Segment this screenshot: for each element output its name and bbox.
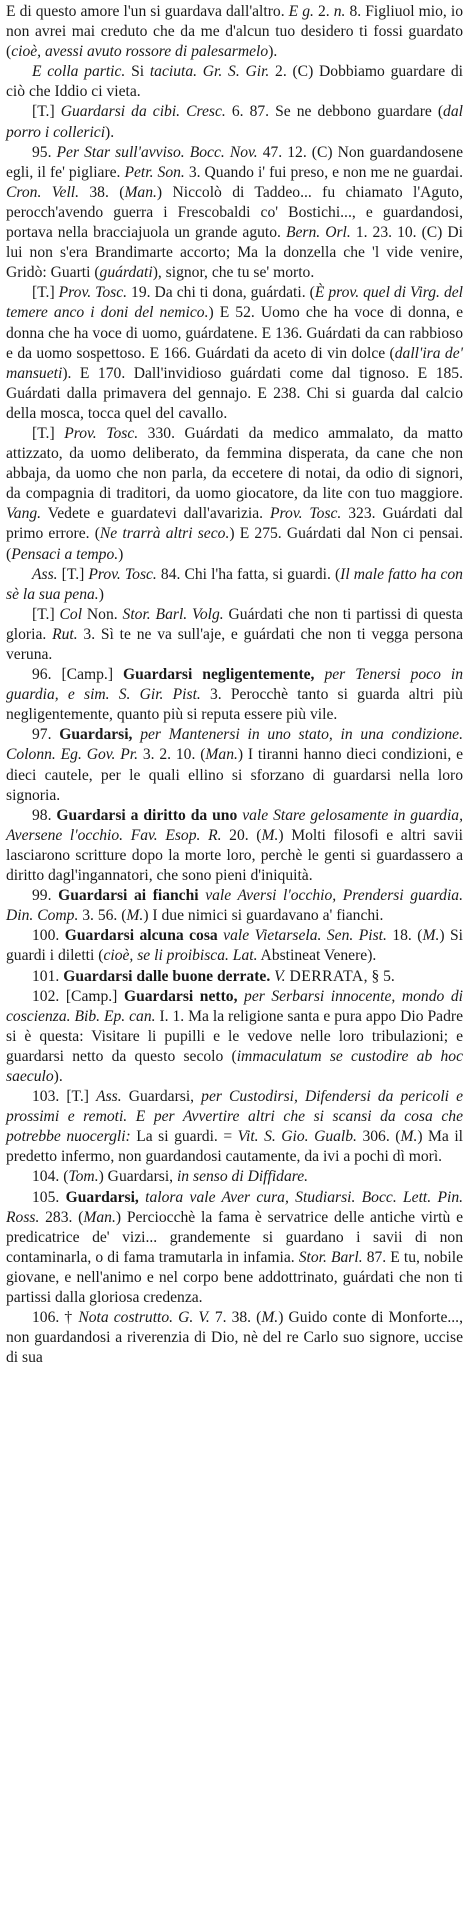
text-run: 106. † bbox=[32, 1309, 79, 1327]
italic-text: Stor. Barl. Volg. bbox=[122, 605, 224, 623]
entry-paragraph bbox=[6, 665, 463, 725]
italic-text: Rut. bbox=[52, 625, 78, 643]
italic-text: dall'ira de' mansueti bbox=[6, 344, 463, 382]
text-run: [T.] bbox=[57, 565, 89, 583]
text-run: La si guardi. = bbox=[130, 1128, 238, 1146]
italic-text: per Mantenersi in uno stato, in una condizione. Colonn. Eg. Gov. Pr. bbox=[6, 726, 463, 764]
italic-text: E colla partic. bbox=[32, 63, 126, 81]
text-run: Non. bbox=[82, 605, 123, 623]
text-run: 19. Da chi ti dona, guárdati. ( bbox=[127, 284, 315, 302]
headword: Guardarsi, bbox=[65, 1188, 139, 1206]
text-run: [T.] bbox=[32, 103, 61, 121]
italic-text: vale Vietarsela. Sen. Pist. bbox=[223, 927, 387, 945]
italic-text: Per Star sull'avviso. Bocc. Nov. bbox=[56, 143, 258, 161]
italic-text: Pensaci a tempo. bbox=[11, 545, 119, 563]
italic-text: dal porro i collerici bbox=[6, 103, 463, 141]
text-run: ) Niccolò di Taddeo... fu chiamato l'Aguto, perocch'avendo guerra i Frescobaldi co' Bostichi..., e guardandosi, portava nella bracciajuola un grande aguto. bbox=[6, 183, 464, 242]
text-run: 8. Figliuol mio, io non avrei mai creduto che da me d'alcun tuo desidero ti fossi guardato ( bbox=[6, 3, 464, 61]
small-caps-ref: DERRATA bbox=[289, 967, 364, 985]
italic-text: vale Aversi l'occhio, Prendersi guardia. Din. Comp. bbox=[6, 887, 463, 925]
entry-paragraph bbox=[6, 967, 463, 987]
text-run: 20. ( bbox=[221, 826, 262, 844]
italic-text: Prov. Tosc. bbox=[58, 284, 128, 302]
text-run: ), signor, che tu se' morto. bbox=[152, 264, 315, 282]
text-run bbox=[314, 666, 324, 683]
text-run: 2. bbox=[313, 3, 334, 20]
italic-text: Stor. Barl. bbox=[298, 1248, 363, 1266]
italic-text: cioè, se li proibisca. Lat. bbox=[103, 947, 258, 965]
italic-text: Prov. Tosc. bbox=[64, 424, 139, 442]
text-run: 84. Chi l'ha fatta, si guardi. ( bbox=[156, 565, 341, 583]
text-run: ) E 275. Guárdati dal Non ci pensai. ( bbox=[6, 525, 463, 563]
italic-text: Vit. S. Gio. Gualb. bbox=[237, 1128, 357, 1146]
italic-text: cioè, avessi avuto rossore di palesarmelo bbox=[11, 43, 269, 61]
italic-text: M. bbox=[422, 927, 440, 945]
entry-paragraph bbox=[6, 987, 463, 1087]
text-run: I. 1. Ma la religione santa e pura appo Dio Padre si è questa: Visitare li pupilli e le vedove nelle loro tribulazioni; e guardarsi netto da questo secolo ( bbox=[6, 1007, 463, 1065]
entry-paragraph bbox=[6, 1308, 463, 1368]
text-run: ) Perciocchè la fama è servatrice delle antiche virtù e predicatrice de' vizi... grandemente si guardano i savii di non contaminarla, o di fama tramutarla in infamia. bbox=[6, 1208, 463, 1266]
text-run: 2. (C) Dobbiamo guardare di ciò che Iddio ci vieta. bbox=[6, 63, 463, 101]
text-run: ). bbox=[105, 123, 115, 141]
italic-text: Ne trarrà altri seco. bbox=[99, 525, 230, 543]
italic-text: Bern. Orl. bbox=[285, 224, 351, 242]
text-run: 95. bbox=[32, 143, 57, 161]
italic-text: per Serbarsi innocente, mondo di coscienza. Bib. Ep. can. bbox=[6, 987, 463, 1025]
italic-text: Gr. S. Gir. bbox=[202, 63, 270, 81]
text-run: , § 5. bbox=[363, 967, 395, 985]
text-run: [T.] bbox=[32, 424, 65, 442]
text-run: 100. bbox=[32, 927, 65, 945]
italic-text: Prov. Tosc. bbox=[88, 565, 157, 583]
entry-paragraph bbox=[6, 1167, 463, 1187]
text-run: 101. bbox=[32, 967, 64, 985]
entry-paragraph bbox=[6, 102, 463, 142]
text-run: 323. Guárdati dal primo errore. ( bbox=[6, 505, 464, 543]
text-run: ) E 52. Uomo che ha voce di donna, e donna che ha voce di uomo, guárdatene. E 136. Guárdati da can rabbioso e da uomo sospettoso. E 166. Guárdati da aceto di vin dolce ( bbox=[6, 304, 463, 362]
text-run: 7. 38. ( bbox=[209, 1309, 262, 1327]
text-run: Vedete e guardatevi dall'avarizia. bbox=[41, 505, 271, 523]
italic-text: immaculatum se custodire ab hoc saeculo bbox=[6, 1047, 464, 1085]
italic-text: V. bbox=[274, 967, 286, 985]
entry-paragraph bbox=[6, 725, 463, 805]
italic-text: Man. bbox=[205, 746, 238, 764]
italic-text: M. bbox=[400, 1128, 418, 1146]
entry-paragraph bbox=[6, 565, 463, 605]
text-run: 99. bbox=[32, 887, 59, 905]
text-run: 3. Perocchè tanto si guarda altri più negligentemente, quanto più si reputa essere più vile. bbox=[6, 686, 463, 724]
italic-text: Il male fatto ha con sè la sua pena. bbox=[6, 565, 463, 603]
entry-paragraph bbox=[6, 1087, 463, 1167]
italic-text: Nota costrutto. G. V. bbox=[78, 1309, 210, 1327]
text-run: 306. ( bbox=[356, 1128, 401, 1146]
italic-text: vale Stare gelosamente in guardia, Aversene l'occhio. Fav. Esop. R. bbox=[6, 806, 464, 844]
text-run: ) bbox=[118, 545, 124, 563]
text-run: 47. 12. (C) Non guardandosene egli, il fe' pigliare. bbox=[6, 143, 463, 181]
headword: Guardarsi a diritto da uno bbox=[56, 806, 238, 824]
italic-text: M. bbox=[261, 1309, 279, 1327]
italic-text: M. bbox=[126, 907, 144, 925]
entry-paragraph bbox=[6, 605, 463, 665]
entry-paragraph bbox=[6, 1188, 463, 1309]
headword: Guardarsi netto, bbox=[123, 987, 238, 1005]
text-run: ) I tiranni hanno dieci condizioni, e dieci cautele, per le quali ellino si sforzano di guardarsi nella loro signoria. bbox=[6, 746, 464, 804]
italic-text: guárdati bbox=[99, 264, 153, 282]
text-run: 102. [Camp.] bbox=[32, 987, 124, 1005]
italic-text: talora vale Aver cura, Studiarsi. Bocc. Lett. Pin. Ross. bbox=[6, 1188, 464, 1226]
text-run: 104. ( bbox=[32, 1168, 69, 1186]
text-run: 3. 56. ( bbox=[78, 907, 127, 925]
text-run: ). E 170. Dall'invidioso guárdati come dal tignoso. E 185. Guárdati dalla primavera del gennajo. E 238. Chi si guarda dal calcio della mosca, tocca quel del cavallo. bbox=[6, 364, 463, 422]
italic-text: n. bbox=[333, 3, 346, 20]
text-run: [T.] bbox=[32, 605, 60, 623]
text-run: 330. Guárdati da medico ammalato, da matto attizzato, da uomo deliberato, da femmina disperata, da cane che non abbaja, da uomo che non parla, da eccetere di notai, da odio di signori, da compagnia di traditori, da uomo giocatore, da lite con tuo maggiore. bbox=[6, 424, 463, 503]
entry-paragraph bbox=[6, 806, 463, 886]
italic-text: E g. bbox=[288, 3, 314, 20]
text-run: E di questo amore l'un si guardava dall'altro. bbox=[6, 3, 289, 20]
italic-text: Prov. Tosc. bbox=[270, 505, 342, 523]
text-run: Abstineat Venere). bbox=[257, 947, 377, 965]
headword: Guardarsi, bbox=[59, 726, 133, 744]
italic-text: per Custodirsi, Difendersi da pericoli e prossimi e remoti. E per Avvertire altri che si scansi da cosa che potrebbe nuocergli: bbox=[6, 1088, 463, 1146]
italic-text: Guardarsi da cibi. Cresc. bbox=[60, 103, 226, 121]
italic-text: È prov. quel di Virg. del temere anco i doni del nemico. bbox=[6, 284, 463, 322]
italic-text: Vang. bbox=[6, 505, 42, 523]
text-run: 6. 87. Se ne debbono guardare ( bbox=[225, 103, 444, 121]
text-run: ) Si guardi i diletti ( bbox=[6, 927, 464, 965]
text-run: ) Guido conte di Monforte..., non guardandosi a riverenzia di Dio, nè del re Carlo suo signore, uccise di sua bbox=[6, 1309, 463, 1367]
text-run: Guárdati che non ti partissi di questa gloria. bbox=[6, 605, 463, 643]
entry-paragraph bbox=[6, 424, 463, 565]
entry-paragraph bbox=[6, 283, 463, 424]
text-run: 3. 2. 10. ( bbox=[138, 746, 206, 764]
italic-text: taciuta. bbox=[149, 63, 198, 81]
italic-text: M. bbox=[261, 826, 279, 844]
italic-text: Tom. bbox=[68, 1168, 99, 1186]
headword: Guardarsi dalle buone derrate. bbox=[63, 967, 271, 985]
text-run: 3. Sì te ne va sull'aje, e guárdati che non ti vegga persona veruna. bbox=[6, 625, 464, 663]
text-run: 18. ( bbox=[386, 927, 423, 945]
text-run: ) bbox=[98, 585, 104, 603]
headword: Guardarsi alcuna cosa bbox=[64, 927, 218, 945]
italic-text: Cron. Vell. bbox=[6, 183, 80, 201]
text-run: ). bbox=[268, 43, 278, 61]
text-run: 103. [T.] bbox=[32, 1088, 97, 1106]
text-run: Guardarsi, bbox=[121, 1088, 202, 1106]
text-run: 105. bbox=[32, 1188, 66, 1206]
italic-text: Man. bbox=[124, 183, 157, 201]
text-run: [T.] bbox=[32, 284, 59, 302]
entry-paragraph bbox=[6, 926, 463, 966]
text-run: ) Guardarsi, bbox=[98, 1168, 177, 1186]
text-run: ) I due nimici si guardavano a' fianchi. bbox=[143, 907, 384, 925]
text-run: ). bbox=[53, 1067, 63, 1085]
italic-text: Man. bbox=[83, 1208, 116, 1226]
italic-text: per Tenersi poco in guardia, e sim. S. Gir. Pist. bbox=[6, 666, 464, 704]
text-run: 3. Quando i' fui preso, e non me ne guardai. bbox=[184, 163, 463, 181]
headword: Guardarsi ai fianchi bbox=[58, 887, 199, 905]
italic-text: Ass. bbox=[96, 1088, 122, 1106]
italic-text: in senso di Diffidare. bbox=[176, 1168, 309, 1186]
text-run: 283. ( bbox=[39, 1208, 84, 1226]
text-run: 87. E tu, nobile giovane, e nell'animo e nel corpo bene addottrinato, guárdati che non ti partissi dalla gloriosa credenza. bbox=[6, 1248, 463, 1306]
text-run: 97. bbox=[32, 726, 60, 744]
text-run: 38. ( bbox=[79, 183, 125, 201]
entry-paragraph bbox=[6, 143, 463, 284]
text-run: 96. [Camp.] bbox=[32, 666, 123, 684]
entry-paragraph bbox=[6, 2, 463, 62]
headword: Guardarsi negligentemente, bbox=[123, 666, 315, 684]
text-run: Si bbox=[125, 63, 150, 81]
text-run: 1. 23. 10. (C) Di lui non s'era Brandimarte accorto; Ma la donzella che 'l vide venire, Gridò: Guarti ( bbox=[6, 224, 464, 282]
entry-paragraph bbox=[6, 886, 463, 926]
italic-text: Col bbox=[59, 605, 83, 623]
text-run: ) Ma il predetto infermo, non guardandosi cautamente, da ivi a pochi dì morì. bbox=[6, 1128, 463, 1166]
italic-text: Ass. bbox=[32, 565, 58, 583]
italic-text: Petr. Son. bbox=[124, 163, 185, 181]
text-run: ) Molti filosofi e altri savii lasciarono scritture dopo la morte loro, perchè le genti si guardassero a diritto dagl'ingannatori, che sono pieni d'iniquità. bbox=[6, 826, 463, 885]
text-run: 98. bbox=[32, 806, 57, 824]
entry-paragraph bbox=[6, 62, 463, 102]
